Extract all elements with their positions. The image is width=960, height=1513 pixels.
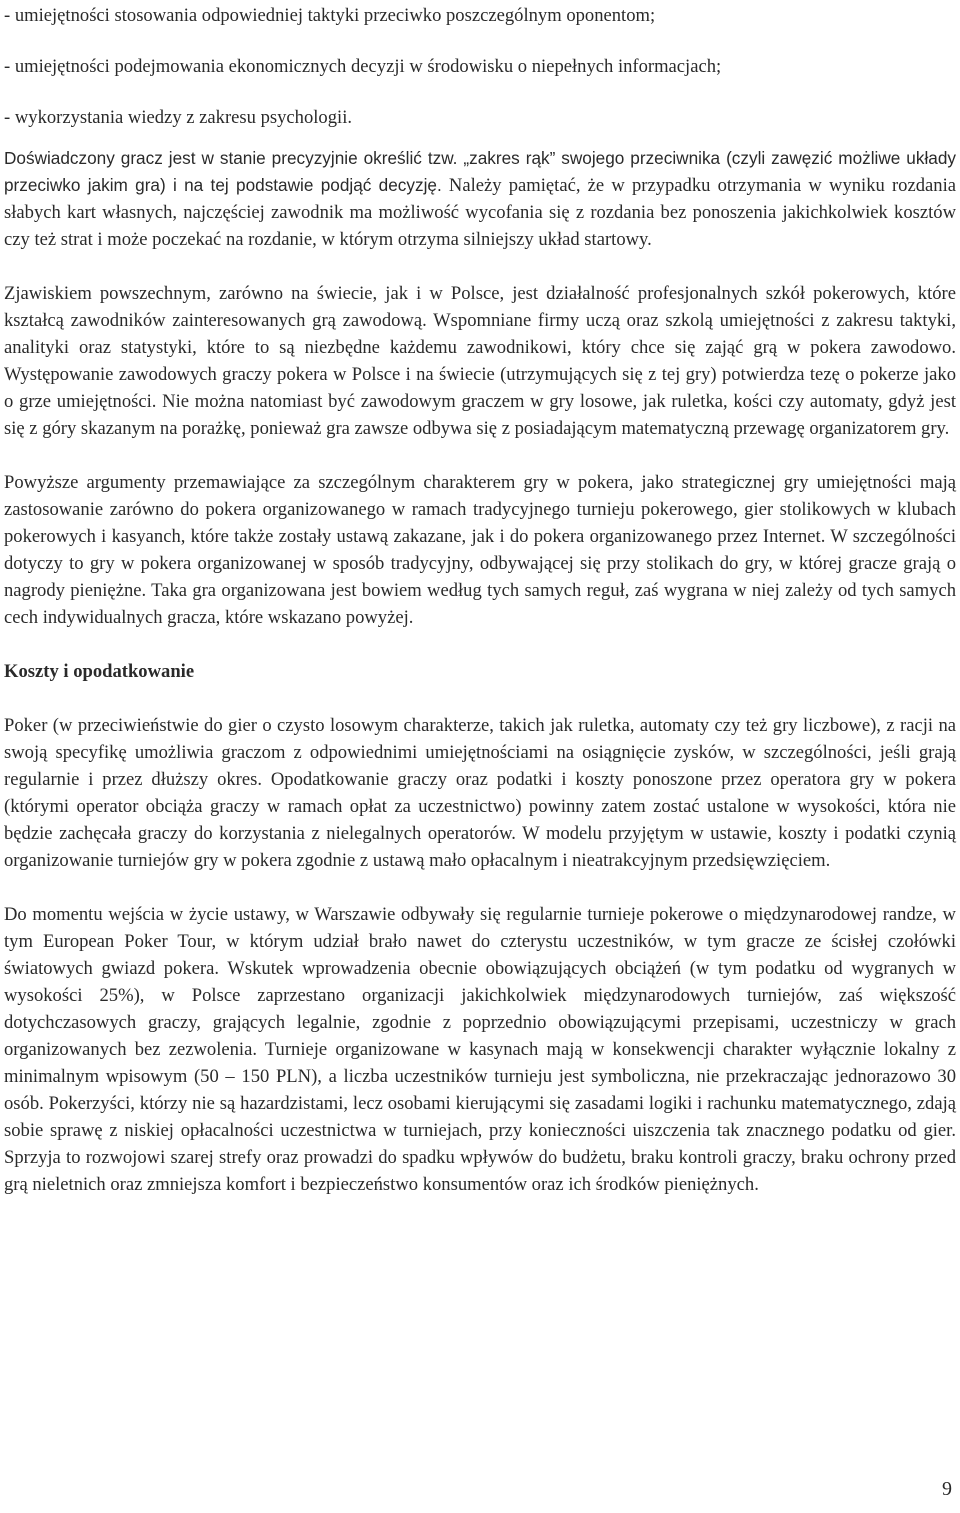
list-item: - wykorzystania wiedzy z zakresu psychologii. — [4, 107, 353, 128]
paragraph: Poker (w przeciwieństwie do gier o czysto losowym charakterze, takich jak ruletka, automaty czy też gry liczbowe), z racji na swoją specyfikę umożliwia graczom z odpowiednimi umiejętnościami na osiągnięcie zysków, w szczególności, jeśli grają regularnie i przez dłuższy okres. Opodatkowanie graczy oraz podatki i koszty ponoszone przez operatora gry w pokera (którymi operator obciąża graczy w ramach opłat za uczestnictwo) powinny zatem zostać ustalone w wysokości, która nie będzie zachęcała graczy do korzystania z nielegalnych operatorów. W modelu przyjętym w ustawie, koszty i podatki czynią organizowanie turniejów gry w pokera zgodnie z ustawą mało opłacalnym i nieatrakcyjnym przedsięwzięciem. — [4, 715, 956, 871]
paragraph-text: Należy pamiętać, że w przypadku otrzymania w wyniku rozdania słabych kart własnych, najczęściej zawodnik ma możliwość wycofania się z rozdania bez ponoszenia jakichkolwiek kosztów czy też strat i może poczekać na rozdanie, w którym otrzyma silniejszy układ startowy. — [4, 175, 956, 250]
section-heading: Koszty i opodatkowanie — [4, 661, 195, 682]
paragraph: Zjawiskiem powszechnym, zarówno na świecie, jak i w Polsce, jest działalność profesjonalnych szkół pokerowych, które kształcą zawodników zainteresowanych grą zawodową. Wspomniane firmy uczą oraz szkolą umiejętności z zakresu taktyki, analityki oraz statystyki, które to są niezbędne każdemu zawodnikowi, który chce się zająć grą w pokera zawodowo. Występowanie zawodowych graczy pokera w Polsce i na świecie (utrzymujących się z tej gry) potwierdza tezę o pokerze jako o grze umiejętności. Nie można natomiast być zawodowym graczem w gry losowe, jak ruletka, kości czy automaty, gdyż jest się z góry skazanym na porażkę, ponieważ gra zawsze odbywa się z posiadającym matematyczną przewagę organizatorem gry. — [4, 283, 956, 439]
page-number: 9 — [942, 1478, 952, 1500]
list-item: - umiejętności stosowania odpowiedniej taktyki przeciwko poszczególnym oponentom; — [4, 5, 656, 26]
list-item: - umiejętności podejmowania ekonomicznych decyzji w środowisku o niepełnych informacjach; — [4, 56, 722, 77]
paragraph — [4, 145, 956, 253]
paragraph: Powyższe argumenty przemawiające za szczególnym charakterem gry w pokera, jako strategicznej gry umiejętności mają zastosowanie zarówno do pokera organizowanego w ramach tradycyjnego turnieju pokerowego, gier stolikowych w klubach pokerowych i kasyanch, które także zostały ustawą zakazane, jak i do pokera organizowanego przez Internet. W szczególności dotyczy to gry w pokera organizowanej w sposób tradycyjny, odbywającej się przy stolikach do gry, w której gracze grają o nagrody pieniężne. Taka gra organizowana jest bowiem według tych samych reguł, zaś wygrana w niej zależy od tych samych cech indywidualnych gracza, które wskazano powyżej. — [4, 472, 956, 628]
paragraph-sans-text: Doświadczony gracz jest w stanie precyzyjnie określić tzw. „zakres rąk” swojego przeciwnika (czyli zawęzić możliwe układy przeciwko jakim gra) i na tej podstawie podjąć decyzję. — [4, 148, 956, 195]
paragraph: Do momentu wejścia w życie ustawy, w Warszawie odbywały się regularnie turnieje pokerowe o międzynarodowej randze, w tym European Poker Tour, w którym udział brało nawet do czterystu uczestników, w tym gracze ze ścisłej czołówki światowych gwiazd pokera. Wskutek wprowadzenia obecnie obowiązujących obciążeń (w tym podatku od wygranych w wysokości 25%), w Polsce zaprzestano organizacji jakichkolwiek międzynarodowych turniejów, zaś większość dotychczasowych graczy, grających legalnie, zgodnie z poprzednio obowiązującymi przepisami, uczestniczy w grach organizowanych bez zezwolenia. Turnieje organizowane w kasynach mają w konsekwencji charakter wyłącznie lokalny z minimalnym wpisowym (50 – 150 PLN), a liczba uczestników turnieju jest symboliczna, nie przekraczając jednorazowo 30 osób. Pokerzyści, którzy nie są hazardzistami, lecz osobami kierującymi się zasadami logiki i rachunku matematycznego, zdają sobie sprawę z niskiej opłacalności uczestnictwa w turniejach, przy konieczności uiszczenia tak znacznego podatku od gier. Sprzyja to rozwojowi szarej strefy oraz prowadzi do spadku wpływów do budżetu, braku kontroli graczy, braku ochrony przed grą nieletnich oraz zmniejsza komfort i bezpieczeństwo konsumentów oraz ich środków pieniężnych. — [4, 904, 956, 1195]
skills-list — [4, 2, 956, 131]
